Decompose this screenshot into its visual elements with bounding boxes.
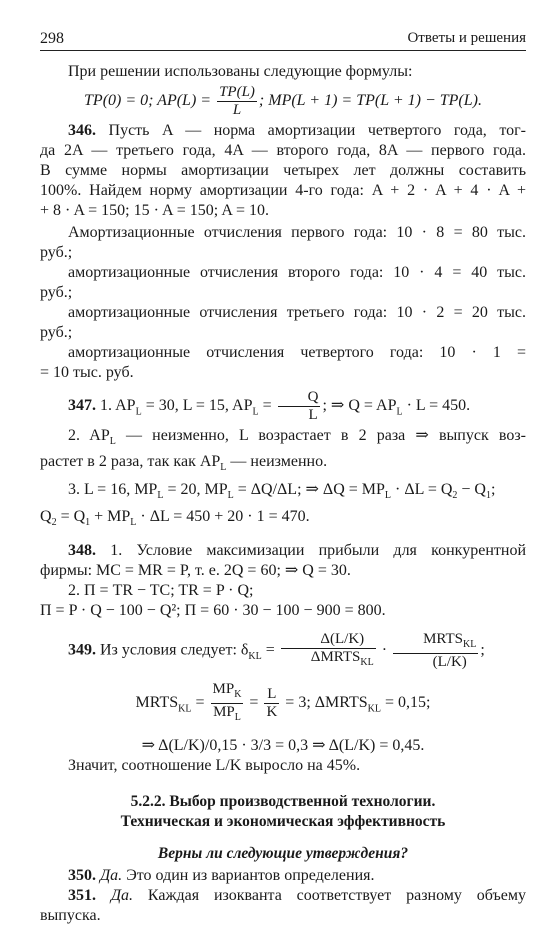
subscript: L — [252, 406, 259, 418]
numerator — [393, 631, 478, 654]
problem-348 — [40, 541, 526, 561]
text-line — [40, 480, 526, 506]
formula-part: TP(0) = 0; AP(L) = — [84, 92, 212, 110]
text-line: 100%. Найдем норму амортизации 4-го года: A + 2 · A + 4 · A + — [40, 182, 526, 199]
text: ΔMRTS — [310, 648, 361, 665]
text-line: ⇒ Δ(L/K)/0,15 · 3/3 = 0,3 ⇒ Δ(L/K) = 0,45. — [141, 736, 425, 754]
numerator: L — [264, 686, 279, 704]
subscript: 1 — [85, 516, 91, 528]
numerator: Δ(L/K) — [281, 631, 376, 649]
text-line: амортизационные отчисления четвертого года: 10 · 1 = — [68, 344, 526, 361]
subscript: 1 — [485, 490, 491, 502]
subscript: L — [220, 462, 227, 474]
text: Из условия следует: δ — [96, 641, 249, 659]
text: ; — [480, 641, 485, 659]
denominator — [211, 704, 244, 726]
problem-346 — [40, 121, 526, 141]
text: = ΔQ/ΔL; ⇒ ΔQ = MP — [233, 481, 385, 499]
text: MP — [213, 703, 235, 720]
text-line: Амортизационные отчисления первого года: 10 · 8 = 80 тыс. — [68, 224, 526, 241]
subscript: L — [227, 490, 234, 502]
denominator: L — [308, 407, 318, 423]
text: = 3; ΔMRTS — [285, 693, 368, 711]
subscript: L — [109, 436, 116, 448]
problem-number: 349. — [68, 641, 96, 659]
problem-350 — [40, 866, 526, 886]
subscript: L — [157, 490, 164, 502]
subscript: L — [130, 516, 137, 528]
text: = — [261, 641, 275, 659]
text: 3. L = 16, MP — [68, 481, 158, 499]
text: = — [191, 693, 205, 711]
fraction — [281, 631, 376, 671]
denominator: (L/K) — [432, 653, 467, 670]
subscript: KL — [178, 703, 192, 715]
text-line: Π = P · Q − 100 − Q²; Π = 60 · 30 − 100 − 900 = 800. — [40, 601, 386, 619]
subscript: L — [234, 711, 241, 723]
text: MRTS — [423, 630, 464, 647]
subscript: 2 — [452, 490, 458, 502]
text: Каждая изокванта соответствует разному объему — [133, 886, 526, 904]
text: = Q — [56, 507, 86, 525]
denominator: L — [232, 102, 242, 118]
denominator — [281, 649, 376, 671]
text: 2. AP — [68, 427, 110, 444]
problem-351 — [40, 886, 526, 906]
text: — неизменно, L возрастает в 2 раза ⇒ выпуск воз- — [115, 427, 526, 444]
subscript: KL — [367, 703, 382, 715]
text: + MP — [90, 507, 131, 525]
text: = — [258, 397, 272, 415]
text: = 0,15; — [381, 693, 431, 711]
text-line: руб.; — [40, 284, 73, 301]
text: растет в 2 раза, так как AP — [40, 453, 221, 471]
text-line — [40, 452, 526, 478]
text: · — [381, 641, 388, 659]
fraction — [393, 631, 478, 671]
text-line: = 10 тыс. руб. — [40, 364, 134, 381]
text: 1. AP — [96, 397, 136, 415]
text: MRTS — [135, 693, 179, 711]
text: · ΔL = 450 + 20 · 1 = 470. — [136, 507, 310, 525]
problem-347 — [40, 389, 526, 424]
text: · ΔL = Q — [391, 481, 453, 499]
subscript: K — [234, 688, 242, 700]
problem-number: 346. — [68, 122, 96, 139]
text: = 20, MP — [163, 481, 228, 499]
text-line: В сумме нормы амортизации четырех лет должны составить — [40, 162, 526, 179]
subscript: KL — [360, 656, 374, 668]
text-line: Пусть A — норма амортизации четвертого года, тог- — [96, 122, 526, 139]
text-line: 2. Π = TR − TC; TR = P · Q; — [68, 581, 254, 599]
text-line: фирмы: MC = MR = P, т. е. 2Q = 60; ⇒ Q = 30. — [40, 561, 351, 579]
denominator: K — [266, 703, 278, 720]
intro-text: При решении использованы следующие формулы: — [68, 63, 413, 80]
text-line: амортизационные отчисления третьего года: 10 · 2 = 20 тыс. — [68, 304, 526, 321]
subscript: L — [384, 490, 392, 502]
text: · L = 450. — [402, 397, 471, 415]
text-line: выпуска. — [40, 906, 101, 924]
problem-number: 348. — [68, 541, 96, 559]
subscript: 2 — [51, 516, 57, 528]
text-line — [40, 426, 526, 452]
numerator: TP(L) — [219, 84, 255, 100]
answer-yes: Да. — [96, 886, 134, 904]
text: 1. Условие максимизации прибыли для конкурентной — [96, 541, 526, 559]
subscript: KL — [248, 650, 262, 662]
text-line: + 8 · A = 150; 15 · A = 150; A = 10. — [40, 202, 270, 219]
text-line: да 2A — третьего года, 4A — второго года, 8A — первого года. — [40, 142, 526, 159]
text-line: руб.; — [40, 324, 73, 341]
text-line: Значит, соотношение L/K выросло на 45%. — [68, 756, 361, 774]
text: Q — [40, 507, 52, 525]
fraction — [264, 686, 279, 721]
formula-line — [40, 84, 526, 119]
text: − Q — [457, 481, 486, 499]
subscript: L — [135, 406, 142, 418]
text: = 30, L = 15, AP — [141, 397, 253, 415]
text: MP — [212, 680, 235, 697]
formula-part: ; MP(L + 1) = TP(L + 1) − TP(L). — [258, 92, 482, 110]
subscript: KL — [463, 638, 477, 650]
problem-349 — [40, 631, 526, 671]
text: ; ⇒ Q = AP — [322, 397, 397, 415]
section-title: Ответы и решения — [407, 30, 526, 46]
numerator: Q — [278, 389, 321, 407]
page-body — [40, 62, 526, 926]
page-number: 298 — [40, 30, 64, 47]
running-header — [40, 28, 526, 51]
fraction — [217, 84, 257, 119]
text: Это один из вариантов определения. — [122, 866, 375, 884]
numerator — [211, 681, 244, 704]
section-heading: Техническая и экономическая эффективность — [120, 812, 446, 830]
text: — неизменно. — [226, 453, 328, 471]
problem-number: 351. — [68, 886, 96, 904]
subscript: L — [396, 406, 403, 418]
text-line — [40, 507, 526, 533]
text-line: руб.; — [40, 244, 73, 261]
problem-number: 350. — [68, 866, 96, 884]
formula-line — [40, 681, 526, 726]
text-line: амортизационные отчисления второго года: 10 · 4 = 40 тыс. — [68, 264, 526, 281]
answer-yes: Да. — [96, 866, 123, 884]
fraction — [211, 681, 244, 726]
fraction — [278, 389, 321, 424]
section-heading: 5.2.2. Выбор производственной технологии. — [130, 792, 436, 810]
text: = — [249, 693, 259, 711]
question-heading: Верны ли следующие утверждения? — [157, 844, 409, 862]
text: ; — [490, 481, 496, 499]
problem-number: 347. — [68, 397, 96, 415]
